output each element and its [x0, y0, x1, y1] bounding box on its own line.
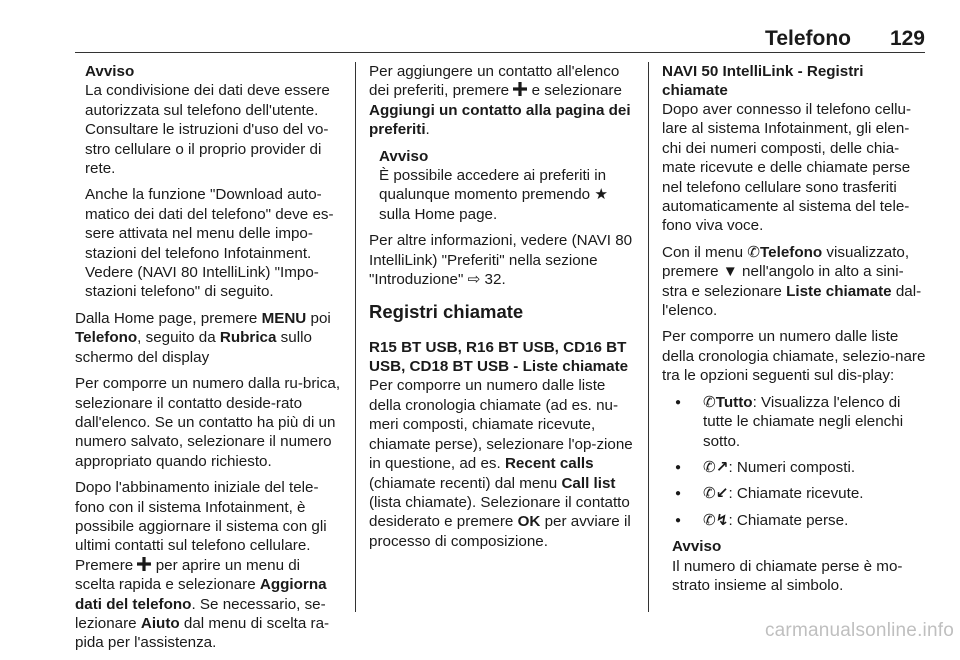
plus-icon — [137, 557, 151, 571]
menu-label: Telefono — [75, 329, 138, 347]
menu-label: Aggiungi un contatto alla pagina dei preferiti — [369, 101, 631, 139]
menu-label: Call list — [561, 474, 616, 492]
list-item: ● ✆↙: Chiamate ricevute. — [662, 484, 926, 503]
column-3 — [662, 62, 926, 602]
paragraph: Per comporre un numero dalla ru-brica, selezionare il contatto deside-rato dall'elenco. Se un contatto ha più di un numero salvato, selezionare il numero appropriato quando richiesto. — [75, 375, 341, 470]
star-icon: ★ — [594, 186, 608, 204]
subsection-heading: R15 BT USB, R16 BT USB, CD16 BT USB, CD18 BT USB - Liste chiamate — [369, 339, 629, 376]
menu-label: Recent calls — [504, 455, 594, 473]
page-reference-icon: ⇨ — [467, 271, 481, 289]
plus-icon — [513, 82, 527, 96]
page-number: 129 — [889, 27, 925, 50]
note-box — [662, 537, 926, 595]
note-text: La condivisione dei dati deve essere autorizzata sul telefono dell'utente. Consultare le istruzioni d'uso del vo-stro cellulare o il proprio provider di rete. — [85, 82, 330, 178]
column-2 — [369, 62, 633, 558]
note-text: Anche la funzione "Download auto-matico dei dati del telefono" deve es-sere attivata nel menu delle impo-stazioni del telefono Infotainment. Vedere (NAVI 80 IntelliLink) "Impo-stazioni telefono" di seguito. — [85, 186, 334, 301]
watermark: carmanualsonline.info — [764, 620, 954, 641]
column-1 — [75, 62, 343, 660]
missed-call-icon: ✆↯ — [703, 511, 729, 529]
menu-label: Aiuto — [140, 614, 180, 632]
note-box — [369, 147, 633, 225]
paragraph: Per altre informazioni, vedere (NAVI 80 IntelliLink) "Preferiti" nella sezione "Introduzione" ⇨ 32. — [369, 232, 633, 289]
paragraph: Dopo aver connesso il telefono cellu-lare al sistema Infotainment, gli elen-chi dei numeri composti, delle chia-mate ricevute e delle chiamate perse nel telefono cellulare sono trasferiti automaticamente al sistema del tele-fono viva voce. — [662, 101, 912, 235]
paragraph: Con il menu ✆Telefono visualizzato, premere ▼ nell'angolo in alto a sini-stra e selezionare Liste chiamate dal-l'elenco. — [662, 243, 922, 320]
menu-label: Rubrica — [219, 329, 277, 347]
button-label: OK — [517, 513, 541, 531]
phone-icon: ✆ — [747, 243, 760, 261]
list-item: ● ✆↯: Chiamate perse. — [662, 511, 926, 530]
list-item: ● ✆↗: Numeri composti. — [662, 458, 926, 477]
page-header — [75, 22, 925, 53]
note-heading: Avviso — [85, 63, 135, 80]
received-call-icon: ✆↙ — [703, 485, 729, 503]
column-divider — [648, 62, 649, 612]
call-list-options — [662, 393, 926, 530]
note-text: È possibile accedere ai preferiti in qualunque momento premendo ★ sulla Home page. — [379, 167, 608, 223]
note-text: Il numero di chiamate perse è mo-strato insieme al simbolo. — [672, 557, 903, 594]
dialed-call-icon: ✆↗ — [703, 458, 729, 476]
column-divider — [355, 62, 356, 612]
note-box — [75, 62, 343, 302]
page-title: Telefono — [765, 27, 851, 50]
paragraph: Per comporre un numero dalle liste della cronologia chiamate (ad es. nu-meri composti, chiamate ricevute, chiamate perse), selezionare l'op-zione in questione, ad es. Recent calls (chiamate recenti) dal menu Call list (lista chiamate). Selezionare il contatto desiderato e premere OK per avviare il processo di composizione. — [369, 377, 633, 550]
menu-label: Telefono — [760, 243, 823, 261]
subsection-heading: NAVI 50 IntelliLink - Registri chiamate — [662, 63, 864, 99]
menu-label: MENU — [261, 309, 307, 327]
menu-label: Liste chiamate — [786, 282, 892, 300]
phone-icon: ✆ — [703, 393, 716, 411]
note-heading: Avviso — [379, 147, 429, 165]
paragraph: Dopo l'abbinamento iniziale del tele-fono con il sistema Infotainment, è possibile aggiornare il sistema con gli ultimi contatti sul telefono cellulare. Premere per aprire un menu di scelta rapida e selezionare Aggiorna dati del telefono. Se necessario, se-lezionare Aiuto dal menu di scelta ra-pida per l'assistenza. — [75, 479, 330, 652]
down-triangle-icon: ▼ — [722, 263, 738, 281]
section-heading: Registri chiamate — [369, 301, 524, 323]
paragraph: Dalla Home page, premere MENU poi Telefono, seguito da Rubrica sullo schermo del display — [75, 309, 331, 366]
note-heading: Avviso — [672, 538, 722, 556]
paragraph: Per comporre un numero dalle liste della cronologia chiamate, selezio-nare tra le opzioni seguenti sul dis-play: — [662, 328, 926, 385]
paragraph: Per aggiungere un contatto all'elenco dei preferiti, premere e selezionare Aggiungi un contatto alla pagina dei preferiti. — [369, 63, 631, 139]
list-item: ● ✆Tutto: Visualizza l'elenco di tutte le chiamate negli elenchi sotto. — [662, 393, 926, 451]
menu-label: Aggiorna dati del telefono — [75, 576, 327, 613]
